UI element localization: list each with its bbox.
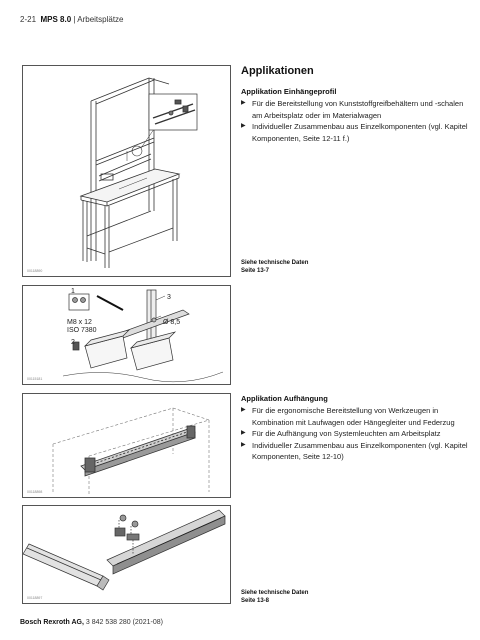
company-name: Bosch Rexroth AG, — [20, 619, 84, 626]
figure-suspension-rail — [22, 393, 231, 498]
figure-id-2: 00115181 — [27, 377, 43, 381]
workstation-drawing — [23, 66, 230, 276]
suspension-heading: Applikation Aufhängung — [241, 394, 328, 403]
triangle-right-icon: ▶ — [241, 100, 246, 106]
profile-reference: Siehe technische Daten Seite 13-7 — [241, 260, 309, 274]
suspension-bullet-list — [241, 405, 471, 463]
list-item: ▶ Individueller Zusammenbau aus Einzelkomponenten (vgl. Kapitel Komponenten, Seite 12-10) — [241, 440, 468, 462]
callout-2: 2 — [71, 339, 75, 346]
screw-norm-label: ISO 7380 — [67, 327, 97, 334]
figure-profile-parts — [22, 505, 231, 604]
list-item: ▶ Für die Bereitstellung von Kunststoffgreifbehältern und -schalen am Arbeitsplatz oder im Materialwagen — [241, 99, 464, 120]
list-item: ▶ Für die ergonomische Bereitstellung von Werkzeugen in Kombination mit Laufwagen oder Hängegleiter und Federzug — [241, 406, 455, 427]
diameter-label: Ø 8,5 — [163, 319, 181, 326]
profile-bullet-list — [241, 98, 471, 144]
product-name: MPS 8.0 — [40, 15, 72, 24]
profile-parts-drawing — [23, 506, 230, 603]
figure-id-1: 00118890 — [27, 269, 43, 273]
list-item: ▶ Individueller Zusammenbau aus Einzelkomponenten (vgl. Kapitel Komponenten, Seite 12-11 f.) — [241, 122, 468, 143]
page-number: 2-21 — [20, 15, 37, 24]
screw-size-label: M8 x 12 — [67, 319, 92, 326]
section-title: Applikationen — [241, 65, 314, 77]
figure-bins-profile — [22, 285, 231, 385]
figure-id-3: 00118898 — [27, 490, 43, 494]
profile-heading: Applikation Einhängeprofil — [241, 87, 337, 96]
page-header — [20, 15, 124, 24]
figure-id-4: 00118897 — [27, 596, 43, 600]
chapter-name: Arbeitsplätze — [77, 15, 124, 24]
list-item: ▶ Für die Aufhängung von Systemleuchten am Arbeitsplatz — [241, 429, 441, 439]
figure-workstation — [22, 65, 231, 277]
suspension-drawing — [23, 394, 230, 497]
callout-3: 3 — [167, 294, 171, 301]
document-number: 3 842 538 280 (2021-08) — [85, 619, 163, 626]
triangle-right-icon: ▶ — [241, 441, 246, 448]
callout-1: 1 — [71, 288, 75, 295]
page-footer — [20, 619, 163, 626]
header-separator: | — [73, 15, 76, 24]
triangle-right-icon: ▶ — [241, 430, 246, 437]
suspension-reference: Siehe technische Daten Seite 13-8 — [241, 590, 309, 604]
triangle-right-icon: ▶ — [241, 123, 246, 130]
triangle-right-icon: ▶ — [241, 407, 246, 413]
bins-drawing — [23, 286, 230, 384]
